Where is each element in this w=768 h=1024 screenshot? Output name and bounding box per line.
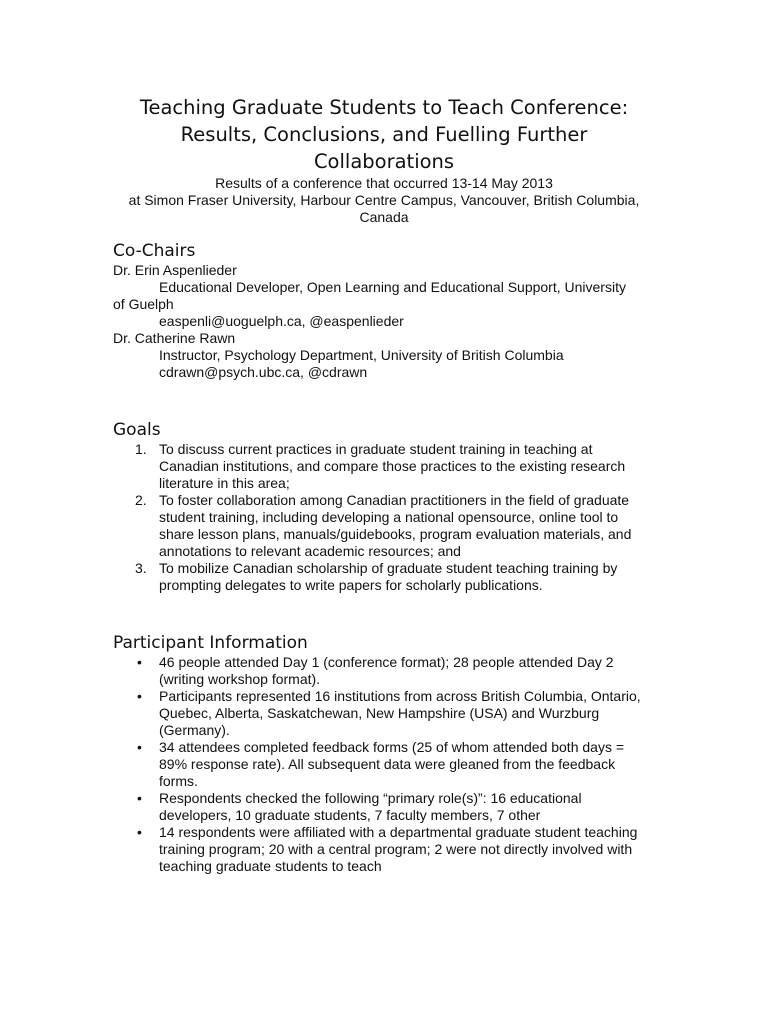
- title-line: Results, Conclusions, and Fuelling Further: [180, 123, 588, 146]
- item-line: Quebec, Alberta, Saskatchewan, New Hampshire (USA) and Wurzburg: [159, 705, 600, 721]
- item-line: To mobilize Canadian scholarship of graduate student teaching training by: [159, 560, 618, 576]
- cochairs-section: [113, 240, 655, 381]
- list-item: [113, 441, 655, 492]
- item-line: prompting delegates to write papers for scholarly publications.: [159, 577, 543, 593]
- list-item: [113, 688, 655, 739]
- chair-role-continued: of Guelph: [113, 296, 174, 312]
- bullet-icon: •: [137, 688, 142, 704]
- item-line: 14 respondents were affiliated with a departmental graduate student teaching: [159, 824, 638, 840]
- item-line: student training, including developing a national opensource, online tool to: [159, 509, 619, 525]
- item-line: Respondents checked the following “primary role(s)”: 16 educational: [159, 790, 582, 806]
- subtitle-line: Results of a conference that occurred 13-14 May 2013: [215, 175, 553, 191]
- goals-list: [113, 441, 655, 594]
- bullet-icon: •: [137, 739, 142, 755]
- item-line: Participants represented 16 institutions from across British Columbia, Ontario,: [159, 688, 641, 704]
- chair-name: Dr. Catherine Rawn: [113, 330, 236, 346]
- list-item: [113, 492, 655, 560]
- document-page: [113, 94, 655, 875]
- bullet-icon: •: [137, 790, 142, 806]
- list-number: 2.: [135, 492, 147, 508]
- item-line: literature in this area;: [159, 475, 290, 491]
- item-line: developers, 10 graduate students, 7 faculty members, 7 other: [159, 807, 541, 823]
- list-item: [113, 824, 655, 875]
- subtitle-line: at Simon Fraser University, Harbour Centre Campus, Vancouver, British Columbia,: [128, 192, 640, 208]
- chair-name: Dr. Erin Aspenlieder: [113, 262, 237, 278]
- item-line: teaching graduate students to teach: [159, 858, 382, 874]
- item-line: annotations to relevant academic resources; and: [159, 543, 461, 559]
- item-line: 89% response rate). All subsequent data were gleaned from the feedback: [159, 756, 616, 772]
- subtitle-line: Canada: [359, 209, 409, 225]
- goals-heading: Goals: [113, 420, 161, 440]
- document-subtitle: [113, 175, 655, 226]
- list-number: 3.: [135, 560, 147, 576]
- list-item: [113, 739, 655, 790]
- item-line: (writing workshop format).: [159, 671, 321, 687]
- item-line: training program; 20 with a central program; 2 were not directly involved with: [159, 841, 633, 857]
- item-line: Canadian institutions, and compare those practices to the existing research: [159, 458, 626, 474]
- list-item: [113, 654, 655, 688]
- chair-role: Instructor, Psychology Department, University of British Columbia: [159, 347, 564, 363]
- list-number: 1.: [135, 441, 147, 457]
- chair-contact: easpenli@uoguelph.ca, @easpenlieder: [159, 313, 404, 329]
- title-line: Teaching Graduate Students to Teach Conference:: [139, 96, 629, 119]
- list-item: [113, 560, 655, 594]
- cochairs-heading: Co-Chairs: [113, 241, 196, 261]
- item-line: 46 people attended Day 1 (conference format); 28 people attended Day 2: [159, 654, 614, 670]
- item-line: 34 attendees completed feedback forms (25 of whom attended both days =: [159, 739, 625, 755]
- chair-contact: cdrawn@psych.ubc.ca, @cdrawn: [159, 364, 368, 380]
- goals-section: [113, 419, 655, 594]
- participant-list: [113, 654, 655, 875]
- list-item: [113, 790, 655, 824]
- item-line: forms.: [159, 773, 198, 789]
- title-line: Collaborations: [313, 150, 455, 173]
- item-line: To foster collaboration among Canadian practitioners in the field of graduate: [159, 492, 630, 508]
- bullet-icon: •: [137, 654, 142, 670]
- document-title: [113, 94, 655, 175]
- participant-heading: Participant Information: [113, 633, 308, 653]
- item-line: share lesson plans, manuals/guidebooks, program evaluation materials, and: [159, 526, 632, 542]
- bullet-icon: •: [137, 824, 142, 840]
- item-line: (Germany).: [159, 722, 230, 738]
- participant-section: [113, 632, 655, 875]
- chair-role: Educational Developer, Open Learning and Educational Support, University: [159, 279, 626, 295]
- item-line: To discuss current practices in graduate student training in teaching at: [159, 441, 593, 457]
